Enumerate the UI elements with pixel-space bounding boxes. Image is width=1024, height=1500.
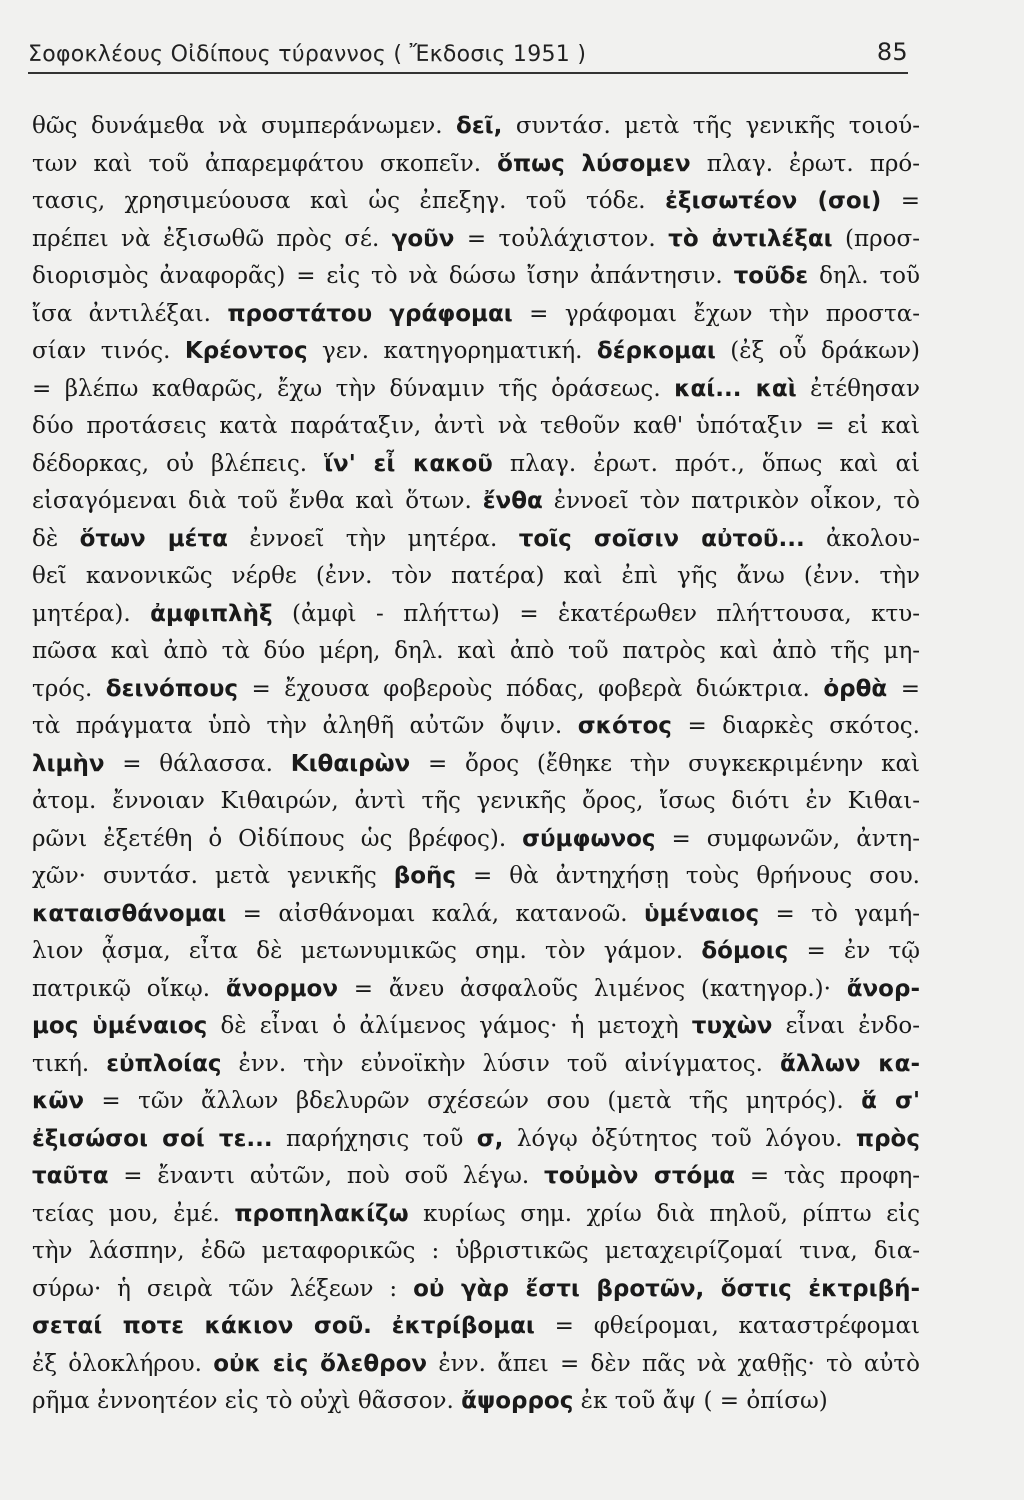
running-head	[28, 36, 908, 70]
lemma-term: ἔνθα	[482, 488, 543, 514]
gloss-text: ἐνν. τὴν εὐνοϊκὴν λύσιν τοῦ αἰνίγματος.	[221, 1050, 781, 1077]
gloss-text: τασις, χρησιμεύουσα καὶ ὡς ἐπεξηγ. τοῦ τόδε.	[32, 188, 666, 214]
lemma-term: οὐ γὰρ ἔστι βροτῶν, ὅστις ἐκτριβή-	[413, 1275, 920, 1302]
lemma-term: δεινόπους	[105, 675, 238, 702]
gloss-text: ἀκολου-	[804, 525, 920, 552]
lemma-term: ἐξισώσοι σοί τε...	[32, 1125, 273, 1152]
gloss-text: = ἔχουσα φοβεροὺς πόδας, φοβερὰ διώκτρια.	[238, 675, 824, 702]
text-line	[32, 258, 920, 296]
text-line	[32, 821, 920, 859]
gloss-text: = ὄρος (ἔθηκε τὴν συγκεκριμένην καὶ	[410, 750, 920, 777]
text-line	[32, 446, 920, 484]
text-line	[32, 521, 920, 559]
text-line	[32, 708, 920, 746]
lemma-term: ἅ σ'	[861, 1088, 920, 1114]
text-line	[32, 483, 920, 521]
text-line	[32, 108, 920, 146]
gloss-text: γεν. κατηγορηματική.	[307, 338, 597, 364]
text-line	[32, 333, 920, 371]
lemma-term: τυχὼν	[691, 1013, 773, 1039]
gloss-text: τική.	[32, 1050, 107, 1077]
text-line	[32, 183, 920, 221]
gloss-text: δύο προτάσεις κατὰ παράταξιν, ἀντὶ νὰ τεθοῦν καθ' ὑπόταξιν = εἰ καὶ	[32, 413, 920, 439]
lemma-term: Κιθαιρὼν	[290, 750, 411, 777]
lemma-term: εὐπλοίας	[106, 1050, 222, 1077]
text-line	[32, 1346, 920, 1384]
text-line	[32, 408, 920, 446]
gloss-text: ἐννοεῖ τὴν μητέρα.	[227, 525, 519, 552]
gloss-text: = τὸ γαμή-	[759, 900, 920, 927]
lemma-term: ὅτων μέτα	[79, 525, 228, 552]
gloss-text: σύρω· ἡ σειρὰ τῶν λέξεων :	[32, 1275, 414, 1302]
lemma-term: ὑμέναιος	[643, 900, 760, 927]
gloss-text: δέδορκας, οὐ βλέπεις.	[32, 450, 325, 477]
gloss-text: δηλ. τοῦ	[808, 263, 920, 289]
text-line	[32, 783, 920, 821]
text-line	[32, 146, 920, 184]
gloss-text: = θάλασσα.	[104, 750, 291, 777]
gloss-text: κυρίως σημ. χρίω διὰ πηλοῦ, ρίπτω εἰς	[408, 1200, 920, 1227]
lemma-term: τοῦδε	[733, 263, 809, 289]
lemma-term: τοὐμὸν στόμα	[544, 1163, 736, 1189]
lemma-term: καί... καὶ	[674, 375, 797, 402]
lemma-term: Κρέοντος	[184, 338, 308, 364]
gloss-text: = ἔναντι αὐτῶν, ποὺ σοῦ λέγω.	[108, 1163, 545, 1189]
lemma-term: ἵν' εἶ κακοῦ	[324, 450, 493, 477]
gloss-text: = συμφωνῶν, ἀντη-	[655, 825, 920, 852]
lemma-term: ὅπως λύσομεν	[497, 150, 691, 177]
gloss-text: = ἄνευ ἀσφαλοῦς λιμένος (κατηγορ.)·	[338, 975, 847, 1002]
header-rule	[28, 72, 908, 74]
gloss-text: τὰ πράγματα ὑπὸ τὴν ἀληθῆ αὐτῶν ὄψιν.	[32, 713, 578, 739]
text-line	[32, 1196, 920, 1234]
lemma-term: σύμφωνος	[522, 825, 656, 852]
lemma-term: δόμοις	[701, 938, 789, 964]
lemma-term: λιμὴν	[32, 750, 105, 777]
lemma-term: ἄνορ-	[846, 975, 920, 1002]
lemma-term: ἄλλων κα-	[780, 1050, 920, 1077]
gloss-text: ἐτέθησαν	[796, 375, 920, 402]
lemma-term: καταισθάνομαι	[32, 900, 227, 927]
gloss-text: πλαγ. ἐρωτ. πρότ., ὅπως καὶ αἱ	[492, 450, 920, 477]
gloss-text: (ἀμφὶ - πλήττω) = ἑκατέρωθεν πλήττουσα, κτυ-	[272, 600, 920, 627]
page-number: 85	[876, 38, 908, 66]
text-line	[32, 596, 920, 634]
gloss-text: ρῶνι ἐξετέθη ὁ Οἰδίπους ὡς βρέφος).	[32, 825, 523, 852]
text-line	[32, 671, 920, 709]
text-line	[32, 1271, 920, 1309]
lemma-term: βοῆς	[393, 863, 457, 889]
text-line	[32, 1383, 920, 1421]
gloss-text: πλαγ. ἐρωτ. πρό-	[690, 150, 920, 177]
gloss-text	[372, 1313, 392, 1339]
lemma-term: οὐκ εἰς ὄλεθρον	[213, 1350, 428, 1377]
lemma-term: σεταί ποτε κάκιον σοῦ.	[32, 1313, 372, 1339]
text-line	[32, 746, 920, 784]
lemma-term: δέρκομαι	[596, 338, 716, 364]
gloss-text: = γράφομαι ἔχων τὴν προστα-	[512, 300, 920, 327]
lemma-term: τοῖς σοῖσιν αὐτοῦ...	[518, 525, 805, 552]
text-line	[32, 1083, 920, 1121]
running-title: Σοφοκλέους Οἰδίπους τύραννος ( Ἔκδοσις 1951 )	[28, 42, 587, 67]
gloss-text: τὴν λάσπην, ἐδῶ μεταφορικῶς : ὑβριστικῶς μεταχειρίζομαί τινα, δια-	[32, 1238, 920, 1264]
gloss-text: εἰσαγόμεναι διὰ τοῦ ἔνθα καὶ ὅτων.	[32, 488, 483, 514]
gloss-text: = βλέπω καθαρῶς, ἔχω τὴν δύναμιν τῆς ὁράσεως.	[32, 375, 675, 402]
text-line	[32, 896, 920, 934]
gloss-text: (ἐξ οὗ δράκων)	[715, 338, 920, 364]
text-line	[32, 1233, 920, 1271]
gloss-text: διορισμὸς ἀναφορᾶς) = εἰς τὸ νὰ δώσω ἴσην ἀπάντησιν.	[32, 263, 734, 289]
gloss-text: των καὶ τοῦ ἀπαρεμφάτου σκοπεῖν.	[32, 150, 498, 177]
gloss-text: ἐκ τοῦ ἄψ ( = ὀπίσω)	[573, 1388, 828, 1414]
text-line	[32, 633, 920, 671]
gloss-text: λόγῳ ὀξύτητος τοῦ λόγου.	[503, 1125, 856, 1152]
lemma-term: ὀρθὰ	[823, 675, 888, 702]
gloss-text: ρῆμα ἐννοητέον εἰς τὸ οὐχὶ θᾶσσον.	[32, 1388, 462, 1414]
gloss-text: τείας μου, ἐμέ.	[32, 1200, 235, 1227]
text-line	[32, 933, 920, 971]
lemma-term: προπηλακίζω	[234, 1200, 409, 1227]
lemma-term: σκότος	[577, 713, 672, 739]
lemma-term: σ,	[476, 1125, 504, 1152]
gloss-text: = φθείρομαι, καταστρέφομαι	[534, 1313, 920, 1339]
lemma-term: τὸ ἀντιλέξαι	[668, 225, 833, 252]
gloss-text: σίαν τινός.	[32, 338, 185, 364]
gloss-text: παρήχησις τοῦ	[272, 1125, 477, 1152]
commentary-text	[32, 108, 920, 1421]
text-line	[32, 1008, 920, 1046]
gloss-text: (προσ-	[832, 225, 920, 252]
gloss-text: = θὰ ἀντηχήσῃ τοὺς θρήνους σου.	[456, 863, 920, 889]
lemma-term: πρὸς	[855, 1125, 920, 1152]
gloss-text: ἐνν. ἄπει = δὲν πᾶς νὰ χαθῇς· τὸ αὐτὸ	[427, 1350, 920, 1377]
text-line	[32, 558, 920, 596]
gloss-text: πατρικῷ οἴκῳ.	[32, 975, 226, 1002]
gloss-text: =	[887, 675, 920, 702]
gloss-text: δὲ εἶναι ὁ ἀλίμενος γάμος· ἡ μετοχὴ	[207, 1013, 692, 1039]
gloss-text: ἀτομ. ἔννοιαν Κιθαιρών, ἀντὶ τῆς γενικῆς ὄρος, ἴσως διότι ἐν Κιθαι-	[32, 788, 920, 814]
lemma-term: ἐκτρίβομαι	[391, 1313, 535, 1339]
gloss-text: = διαρκὲς σκότος.	[671, 713, 920, 739]
gloss-text: = τῶν ἄλλων βδελυρῶν σχέσεών σου (μετὰ τῆς μητρός).	[84, 1088, 862, 1114]
gloss-text: θεῖ κανονικῶς νέρθε (ἐνν. τὸν πατέρα) καὶ ἐπὶ γῆς ἄνω (ἐνν. τὴν	[32, 563, 920, 589]
text-line	[32, 371, 920, 409]
gloss-text: χῶν· συντάσ. μετὰ γενικῆς	[32, 863, 394, 889]
gloss-text: πρέπει νὰ ἐξισωθῶ πρὸς σέ.	[32, 225, 392, 252]
lemma-term: ἐξισωτέον (σοι)	[665, 188, 882, 214]
text-line	[32, 971, 920, 1009]
lemma-term: κῶν	[32, 1088, 84, 1114]
lemma-term: ἀμφιπλὴξ	[150, 600, 273, 627]
text-line	[32, 296, 920, 334]
gloss-text: συντάσ. μετὰ τῆς γενικῆς τοιού-	[502, 113, 920, 139]
text-line	[32, 858, 920, 896]
gloss-text: δὲ	[32, 525, 80, 552]
lemma-term: προστάτου γράφομαι	[227, 300, 513, 327]
gloss-text: ἴσα ἀντιλέξαι.	[32, 300, 228, 327]
text-line	[32, 1046, 920, 1084]
gloss-text: πῶσα καὶ ἀπὸ τὰ δύο μέρη, δηλ. καὶ ἀπὸ τοῦ πατρὸς καὶ ἀπὸ τῆς μη-	[32, 638, 920, 664]
gloss-text: = ἐν τῷ	[788, 938, 920, 964]
text-line	[32, 221, 920, 259]
gloss-text: ἐξ ὁλοκλήρου.	[32, 1350, 214, 1377]
gloss-text: =	[881, 188, 920, 214]
gloss-text: τρός.	[32, 675, 106, 702]
lemma-term: μος ὑμέναιος	[32, 1013, 208, 1039]
lemma-term: δεῖ,	[456, 113, 503, 139]
lemma-term: ταῦτα	[32, 1163, 109, 1189]
lemma-term: ἄψορρος	[461, 1388, 574, 1414]
gloss-text: εἶναι ἐνδο-	[772, 1013, 920, 1039]
lemma-term: ἄνορμον	[225, 975, 339, 1002]
gloss-text: λιον ᾆσμα, εἶτα δὲ μετωνυμικῶς σημ. τὸν γάμον.	[32, 938, 702, 964]
gloss-text: = αἰσθάνομαι καλά, κατανοῶ.	[226, 900, 644, 927]
gloss-text: μητέρα).	[32, 600, 151, 627]
text-line	[32, 1121, 920, 1159]
text-line	[32, 1158, 920, 1196]
gloss-text: = τοὐλάχιστον.	[454, 225, 669, 252]
gloss-text: ἐννοεῖ τὸν πατρικὸν οἶκον, τὸ	[542, 488, 920, 514]
gloss-text: = τὰς προφη-	[735, 1163, 920, 1189]
lemma-term: γοῦν	[391, 225, 455, 252]
gloss-text: θῶς δυνάμεθα νὰ συμπεράνωμεν.	[32, 113, 457, 139]
text-line	[32, 1308, 920, 1346]
